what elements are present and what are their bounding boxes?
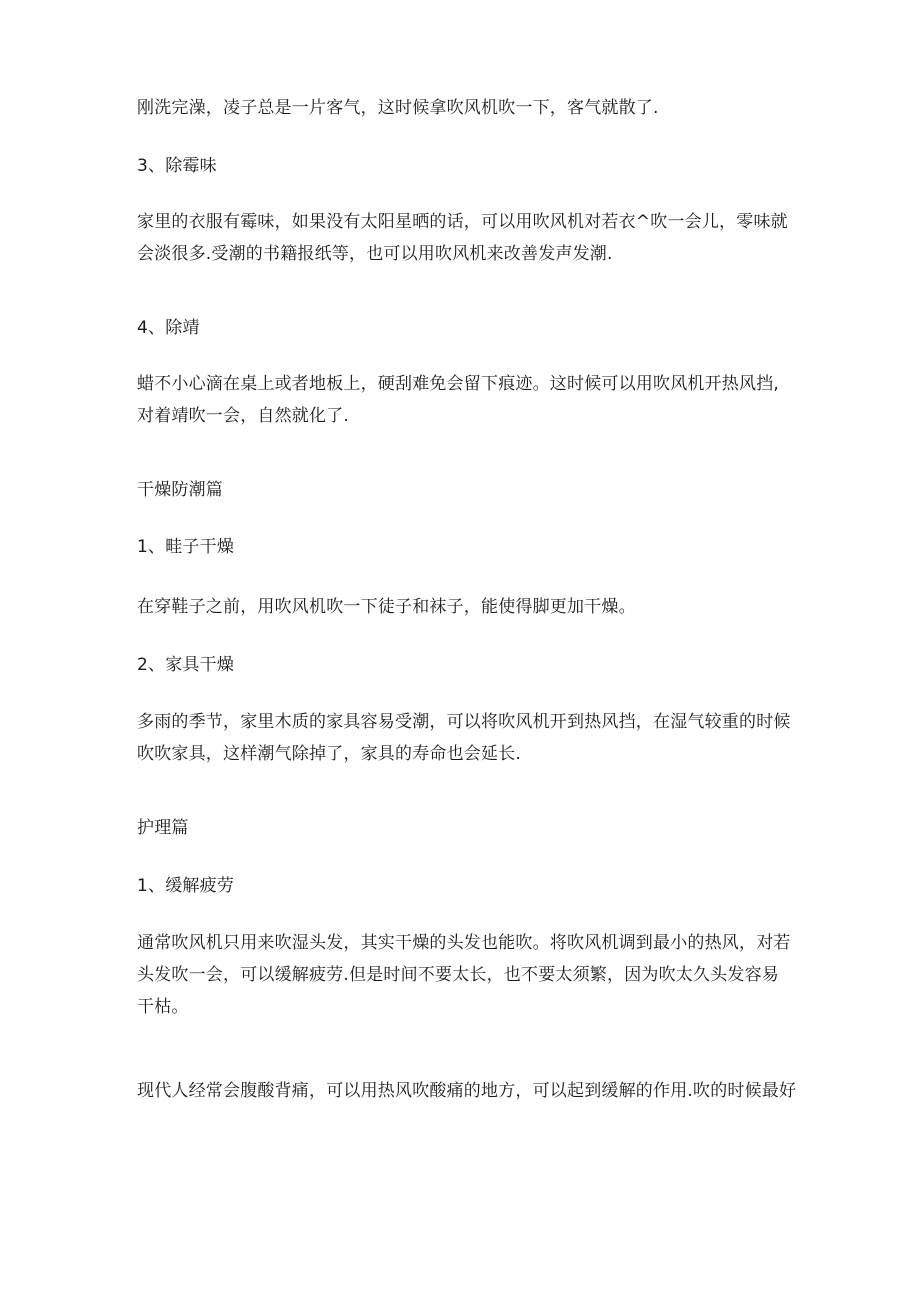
paragraph-back-pain: 现代人经常会腹酸背痛，可以用热风吹酸痛的地方，可以起到缓解的作用.吹的时候最好	[137, 1081, 797, 1101]
paragraph-relieve-fatigue: 通常吹风机只用来吹湿头发，其实干燥的头发也能吹。将吹风机调到最小的热风，对若头发吹一会，可以缓解疲劳.但是时间不要太长，也不要太须繁，因为吹太久头发容易干枯。	[137, 933, 791, 1017]
heading-shoe-drying: 1、畦子干燥	[137, 537, 235, 557]
section-title-drying: 干燥防潮篇	[137, 480, 223, 500]
section-title-care: 护理篇	[137, 818, 189, 838]
paragraph-shoe-drying: 在穿鞋子之前，用吹风机吹一下徒子和袜子，能使得脚更加干燥。	[137, 597, 636, 617]
heading-furniture-drying: 2、家具干燥	[137, 655, 235, 675]
paragraph-shower-steam: 刚洗完澡，凌子总是一片客气，这时候拿吹风机吹一下，客气就散了.	[137, 98, 659, 118]
paragraph-remove-mildew: 家里的衣服有霉味，如果没有太阳星晒的话，可以用吹风机对若衣^吹一会儿，零味就会淡很多.受潮的书籍报纸等，也可以用吹风机来改善发声发潮.	[137, 212, 788, 264]
heading-remove-mildew: 3、除霉味	[137, 156, 217, 176]
paragraph-remove-wax: 蜡不小心滴在桌上或者地板上，硬刮难免会留下痕迹。这时候可以用吹风机开热风挡,对着靖吹一会，自然就化了.	[137, 374, 780, 426]
paragraph-furniture-drying: 多雨的季节，家里木质的家具容易受潮，可以将吹风机开到热风挡，在湿气较重的时候吹吹家具，这样潮气除掉了，家具的寿命也会延长.	[137, 712, 791, 764]
heading-remove-wax: 4、除靖	[137, 318, 200, 338]
heading-relieve-fatigue: 1、缓解疲劳	[137, 876, 235, 896]
